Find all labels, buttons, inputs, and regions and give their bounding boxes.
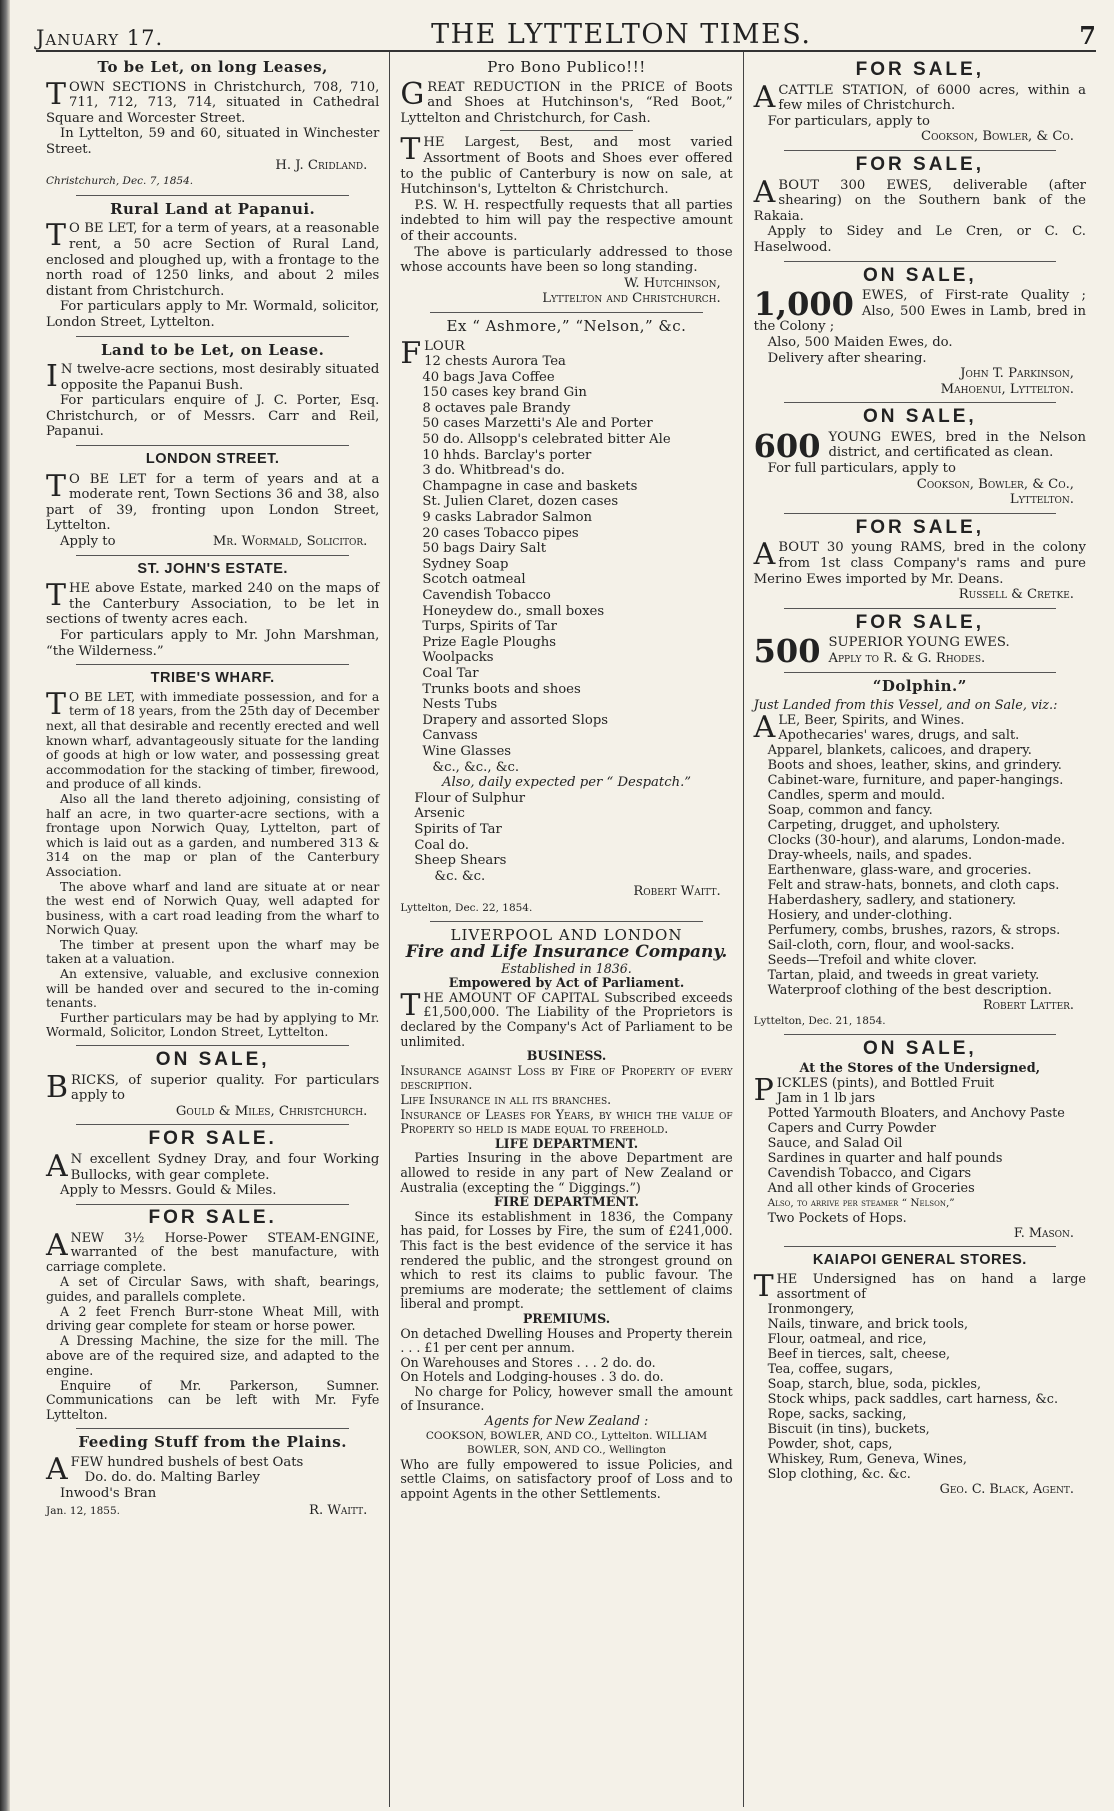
list-item: Jam in 1 lb jars — [776, 1090, 876, 1106]
ad-signer: Robert Latter. — [983, 997, 1074, 1013]
ad-signer: Russell & Cretke. — [958, 587, 1074, 603]
goods-list — [768, 1302, 1086, 1482]
list-item: Scotch oatmeal — [422, 572, 526, 588]
list-item: Whiskey, Rum, Geneva, Wines, — [767, 1451, 967, 1467]
ad-body: The timber at present upon the wharf may be taken at a valuation. — [46, 936, 380, 967]
ad-body: HE Undersigned has on hand a large assortment of — [776, 1271, 1086, 1302]
list-item: Nests Tubs — [422, 697, 498, 713]
ad-title: Ex “ Ashmore,” “Nelson,” &c. — [446, 316, 687, 335]
apply-label: Apply to — [60, 534, 116, 550]
ad-tribes-wharf — [46, 671, 379, 1040]
divider — [784, 1034, 1056, 1035]
list-item: 50 cases Marzetti's Ale and Porter — [422, 416, 653, 432]
list-item: Drapery and assorted Slops — [422, 712, 609, 728]
ad-body: A Dressing Machine, the size for the mill. The above are of the required size, and adapted to the engine. — [46, 1333, 380, 1378]
ad-body: In Lyttelton, 59 and 60, situated in Winchester Street. — [46, 126, 380, 157]
ad-body: CATTLE STATION, of 6000 acres, within a few miles of Christchurch. — [778, 82, 1086, 114]
ad-body: No charge for Policy, however small the amount of Insurance. — [400, 1383, 733, 1414]
ad-title: FOR SALE, — [855, 59, 984, 80]
ad-body: ICKLES (pints), and Bottled Fruit — [776, 1075, 995, 1091]
ad-bricks — [46, 1049, 380, 1119]
ad-body: For particulars enquire of J. C. Porter, Esq. Christchurch, or of Messrs. Carr and Reil, Papanui. — [46, 393, 380, 440]
divider — [76, 1204, 349, 1205]
list-item: Champagne in case and baskets — [422, 478, 638, 494]
ad-dolphin — [753, 676, 1086, 1029]
list-item: Nails, tinware, and brick tools, — [767, 1316, 969, 1332]
list-item: Sardines in quarter and half pounds — [767, 1150, 1003, 1166]
ad-body: An extensive, valuable, and exclusive connexion will be handed over and secured to the in-coming tenants. — [46, 966, 380, 1011]
drop-cap: A — [46, 1149, 68, 1184]
section-head: LIFE DEPARTMENT. — [494, 1135, 639, 1151]
list-item: Flour, oatmeal, and rice, — [767, 1331, 927, 1347]
drop-cap: T — [46, 686, 67, 722]
list-item: Beef in tierces, salt, cheese, — [767, 1346, 951, 1362]
list-item: Cabinet-ware, furniture, and paper-hangings. — [767, 772, 1064, 788]
ad-title: “Dolphin.” — [872, 676, 967, 695]
ad-insurance — [400, 928, 732, 1501]
list-item: 3 do. Whitbread's do. — [422, 463, 565, 479]
list-item: &c. &c. — [434, 868, 486, 884]
ad-body: Parties Insuring in the above Department are allowed to reside in any part of New Zealand or Australia (excepting the “ Diggings.”) — [400, 1150, 733, 1195]
ad-signer: W. Hutchinson, — [624, 275, 721, 291]
list-item: Dray-wheels, nails, and spades. — [767, 847, 973, 863]
ad-body: NEW 3½ Horse-Power STEAM-ENGINE, warranted of the best manufacture, with carriage complete. — [46, 1229, 380, 1275]
ad-rams — [753, 516, 1086, 603]
divider — [784, 1246, 1056, 1247]
ad-body: Apply to Sidey and Le Cren, or C. C. Haselwood. — [753, 224, 1086, 255]
list-item: 40 bags Java Coffee — [422, 369, 555, 385]
drop-cap: F — [400, 335, 422, 371]
drop-cap: T — [400, 132, 421, 168]
divider — [76, 1124, 349, 1125]
ad-london-street — [46, 452, 379, 550]
drop-cap: T — [46, 468, 67, 504]
ad-date: Jan. 12, 1855. — [46, 1505, 121, 1518]
ad-body: O BE LET, for a term of years, at a reasonable rent, a 50 acre Section of Rural Land, enclosed and ploughed up, with a frontage to the north road of 1250 links, and about 2 miles distant from Christchurch. — [46, 221, 380, 299]
premium-item: On Warehouses and Stores . . . 2 do. do. — [400, 1354, 656, 1370]
list-item: Apparel, blankets, calicoes, and drapery. — [767, 742, 1032, 758]
ad-kaiapoi-stores — [754, 1253, 1086, 1497]
ad-body: For particulars apply to Mr. John Marshman, “the Wilderness.” — [46, 628, 380, 659]
ad-signer: Mr. Wormald, Solicitor. — [212, 534, 368, 550]
list-item: Sauce, and Salad Oil — [767, 1135, 903, 1151]
list-item: Coal Tar — [422, 665, 479, 681]
ad-signer: Gould & Miles, Christchurch. — [175, 1103, 368, 1119]
ad-title: Pro Bono Publico!!! — [487, 58, 646, 76]
ad-300-ewes — [753, 153, 1086, 256]
divider — [784, 513, 1056, 514]
list-item: Waterproof clothing of the best description. — [767, 982, 1052, 998]
expected-note: Also, daily expected per “ Despatch.” — [441, 775, 692, 791]
list-item: 50 bags Dairy Salt — [422, 541, 547, 557]
list-item: Cavendish Tobacco — [422, 588, 551, 603]
ad-body: For particulars apply to Mr. Wormald, solicitor, London Street, Lyttelton. — [46, 299, 380, 330]
ad-body: OWN SECTIONS in Christchurch, 708, 710, 711, 712, 713, 714, situated in Cathedral Square and Worcester Street. — [46, 79, 380, 126]
newspaper-title: THE LYTTELTON TIMES. — [431, 19, 812, 50]
list-item: Soap, starch, blue, soda, pickles, — [767, 1376, 982, 1392]
columns — [36, 52, 1096, 1807]
ad-town-sections — [46, 60, 379, 190]
ad-body: The above wharf and land are situate at or near the west end of Norwich Quay, well adapted for business, with a cart road leading from the wharf to Norwich Quay. — [46, 878, 380, 938]
ad-body: REAT REDUCTION in the PRICE of Boots and Shoes at Hutchinson's, “Red Boot,” Lyttelton and Christchurch, for Cash. — [400, 79, 733, 126]
ad-body: Further particulars may be had by applying to Mr. Wormald, Solicitor, London Street, Lyttelton. — [46, 1009, 380, 1040]
drop-cap: T — [46, 218, 67, 254]
empowered: Empowered by Act of Parliament. — [448, 975, 685, 991]
goods-list — [768, 1091, 1086, 1196]
list-item: Haberdashery, sadlery, and stationery. — [767, 892, 1017, 908]
ad-body: FEW hundred bushels of best Oats — [70, 1454, 304, 1470]
list-item: Powder, shot, caps, — [767, 1436, 893, 1452]
list-item: Rope, sacks, sacking, — [767, 1406, 907, 1422]
ad-title: TRIBE'S WHARF. — [150, 670, 275, 687]
ad-subtitle: At the Stores of the Undersigned, — [799, 1060, 1041, 1076]
also-item: Two Pockets of Hops. — [767, 1210, 907, 1226]
divider — [76, 195, 349, 196]
divider — [784, 150, 1056, 151]
drop-cap: T — [400, 987, 421, 1023]
ad-body: A set of Circular Saws, with shaft, bearings, guides, and parallels complete. — [46, 1273, 380, 1304]
drop-cap: A — [753, 79, 776, 115]
list-item: 8 octaves pale Brandy — [422, 400, 571, 416]
company-name: Fire and Life Insurance Company. — [405, 942, 728, 963]
divider — [784, 608, 1056, 609]
ad-cattle-station — [753, 59, 1086, 145]
column-3 — [743, 52, 1096, 1807]
ad-land-lease — [46, 340, 380, 441]
ad-body: For full particulars, apply to — [767, 461, 956, 477]
ad-body: HE above Estate, marked 240 on the maps of the Canterbury Association, to be let in sections of twenty acres each. — [46, 581, 380, 628]
also-note: Also, to arrive per steamer “ Nelson,” — [767, 1196, 955, 1209]
business-item: Insurance against Loss by Fire of Property of every description. — [400, 1062, 733, 1093]
ad-title: ON SALE, — [862, 1037, 977, 1059]
divider — [784, 402, 1056, 403]
divider — [76, 445, 349, 446]
cargo-list — [422, 339, 732, 776]
divider — [76, 1045, 349, 1046]
list-item: Spirits of Tar — [414, 821, 502, 837]
ad-subtitle: Just Landed from this Vessel, and on Sale, viz.: — [753, 697, 1058, 713]
ad-body: O BE LET for a term of years and at a moderate rent, Town Sections 36 and 38, also part of 39, fronting upon London Street, Lyttelton. — [46, 471, 380, 534]
divider — [76, 555, 349, 556]
ad-line: Inwood's Bran — [60, 1485, 157, 1501]
list-item: Tartan, plaid, and tweeds in great variety. — [767, 967, 1040, 983]
list-item: Sydney Soap — [422, 556, 509, 572]
column-2 — [389, 52, 742, 1807]
page-header — [36, 0, 1096, 52]
ad-signer: R. Waitt. — [309, 1503, 368, 1519]
ad-title: KAIAPOI GENERAL STORES. — [812, 1251, 1027, 1268]
ad-title: FOR SALE, — [855, 516, 984, 538]
ad-title: ON SALE, — [862, 264, 977, 286]
ad-date: Lyttelton, Dec. 22, 1854. — [400, 901, 533, 914]
list-item: 50 do. Allsopp's celebrated bitter Ale — [422, 432, 671, 448]
list-item: Boots and shoes, leather, skins, and grindery. — [767, 757, 1062, 773]
drop-cap: P — [753, 1072, 774, 1108]
list-item: Arsenic — [414, 806, 465, 822]
ad-signer: Lyttelton. — [1009, 492, 1074, 508]
ad-title: Land to be Let, on Lease. — [100, 340, 325, 359]
divider — [76, 1428, 349, 1429]
ad-steam-engine — [46, 1206, 380, 1423]
list-item: Biscuit (in tins), buckets, — [767, 1421, 930, 1437]
ad-body: Also all the land thereto adjoining, consisting of half an acre, in two quarter-acre sections, with a frontage upon Norwich Quay, Lyttelton, part of which is laid out as a garden, and numbered 313 & 314 on the map or plan of the Canterbury Association. — [46, 790, 380, 879]
ad-body: O BE LET, with immediate possession, and for a term of 18 years, from the 25th day of December next, all that desirable and recently erected and well known wharf, advantageously situate for the landing of goods at high or low water, and possessing great accommodation for the stacking of timber, firewood, and produce of all kinds. — [46, 688, 380, 792]
ad-pickles — [753, 1037, 1086, 1241]
issue-date: January 17. — [36, 26, 164, 50]
established: Established in 1836. — [501, 960, 632, 976]
big-number: 500 — [753, 632, 821, 671]
list-item: Slop clothing, &c. &c. — [767, 1466, 911, 1482]
ad-feeding-stuff — [46, 1432, 379, 1520]
ad-body: Apply to R. & G. Rhodes. — [828, 651, 986, 666]
list-item: 150 cases key brand Gin — [422, 385, 587, 401]
ad-title: FOR SALE. — [148, 1128, 277, 1150]
list-item: Soap, common and fancy. — [767, 802, 933, 818]
list-item: Sheep Shears — [414, 853, 507, 869]
divider — [500, 130, 632, 131]
list-item: 12 chests Aurora Tea — [424, 354, 566, 370]
page-number: 7 — [1079, 21, 1096, 50]
drop-cap: T — [753, 1268, 774, 1304]
premium-item: On detached Dwelling Houses and Property therein . . . £1 per cent per annum. — [400, 1325, 733, 1356]
ad-title: FOR SALE, — [855, 611, 984, 633]
ad-title: Feeding Stuff from the Plains. — [78, 1432, 347, 1451]
list-item: Felt and straw-hats, bonnets, and cloth caps. — [767, 877, 1060, 893]
list-item: Candles, sperm and mould. — [767, 787, 946, 803]
list-item: Apothecaries' wares, drugs, and salt. — [778, 727, 1020, 743]
ad-signer: Mahoenui, Lyttelton. — [940, 381, 1074, 397]
insurer-name: LIVERPOOL AND LONDON — [450, 926, 683, 945]
ad-signer: Geo. C. Black, Agent. — [939, 1481, 1074, 1497]
ad-title: To be Let, on long Leases, — [97, 58, 328, 76]
ad-body: BOUT 30 young RAMS, bred in the colony from 1st class Company's rams and pure Merino Ewes imported by Mr. Deans. — [753, 540, 1086, 587]
list-item: Clocks (30-hour), and alarums, London-made. — [767, 832, 1066, 848]
ad-title: Rural Land at Papanui. — [110, 199, 316, 218]
list-item: Prize Eagle Ploughs — [422, 634, 557, 650]
list-item: Canvass — [422, 728, 478, 744]
ad-body: P.S. W. H. respectfully requests that all parties indebted to him will pay the respective amount of their accounts. — [400, 197, 733, 244]
ad-body: Also, 500 Maiden Ewes, do. — [767, 334, 953, 350]
drop-cap: T — [46, 578, 67, 614]
list-item: Sail-cloth, corn, flour, and wool-sacks. — [767, 937, 1015, 953]
ad-title: FOR SALE, — [855, 153, 984, 175]
ad-signer: Robert Waitt. — [633, 884, 721, 900]
goods-list — [768, 728, 1086, 998]
agents: COOKSON, BOWLER, AND CO., Lyttelton. WILLIAM BOWLER, SON, AND CO., Wellington — [425, 1429, 708, 1457]
ad-body: N twelve-acre sections, most desirably situated opposite the Papanui Bush. — [60, 362, 380, 393]
drop-cap: A — [753, 709, 776, 745]
divider — [784, 261, 1056, 262]
ad-1000-ewes — [753, 264, 1086, 398]
ad-body: YOUNG EWES, bred in the Nelson district, and certificated as clean. — [828, 429, 1086, 461]
drop-cap: T — [46, 76, 67, 112]
business-item: Insurance of Leases for Years, by which the value of Property so held is made equal to freehold. — [400, 1106, 733, 1137]
ad-500-ewes — [753, 611, 1086, 671]
ad-st-johns-estate — [46, 562, 379, 660]
ad-signer: H. J. Cridland. — [275, 157, 368, 173]
ad-ashmore-cargo — [400, 316, 732, 917]
ad-body: HE AMOUNT OF CAPITAL Subscribed exceeds £1,500,000. The Liability of the Proprietors is declared by the Company's Act of Parliament to be unlimited. — [400, 989, 733, 1049]
premium-item: On Hotels and Lodging-houses . 3 do. do. — [400, 1369, 664, 1385]
ad-boots-shoes — [400, 60, 732, 307]
ad-body: Who are fully empowered to issue Policies, and settle Claims, on satisfactory proof of Loss and to appoint Agents in the other Settlements. — [400, 1456, 733, 1502]
ad-title: ON SALE, — [155, 1049, 270, 1071]
section-head: BUSINESS. — [526, 1048, 607, 1064]
list-item: Stock whips, pack saddles, cart harness, &c. — [767, 1391, 1059, 1407]
ad-body: LE, Beer, Spirits, and Wines. — [778, 712, 965, 728]
ad-body: SUPERIOR YOUNG EWES. — [828, 635, 1010, 651]
list-item: Wine Glasses — [422, 743, 512, 759]
list-item: LOUR — [424, 338, 465, 354]
list-item: Carpeting, drugget, and upholstery. — [767, 817, 1001, 833]
drop-cap: G — [400, 76, 425, 112]
business-item: Life Insurance in all its branches. — [400, 1092, 612, 1107]
list-item: Honeydew do., small boxes — [422, 603, 605, 619]
ad-title: LONDON STREET. — [145, 451, 280, 468]
binding-edge — [0, 0, 10, 1811]
list-item: Flour of Sulphur — [414, 790, 526, 806]
ad-body: Apply to Messrs. Gould & Miles. — [60, 1183, 277, 1199]
ad-body: BOUT 300 EWES, deliverable (after shearing) on the Southern bank of the Rakaia. — [753, 177, 1086, 224]
divider — [430, 921, 702, 922]
ad-date: Christchurch, Dec. 7, 1854. — [46, 175, 194, 188]
ad-body: N excellent Sydney Dray, and four Working Bullocks, with gear complete. — [70, 1152, 380, 1183]
ad-date: Lyttelton, Dec. 21, 1854. — [753, 1014, 886, 1027]
expected-list — [414, 791, 732, 885]
section-head: PREMIUMS. — [522, 1310, 611, 1326]
list-item: Tea, coffee, sugars, — [767, 1361, 894, 1377]
section-head: FIRE DEPARTMENT. — [494, 1194, 639, 1210]
list-item: Trunks boots and shoes — [422, 681, 581, 697]
agents-head: Agents for New Zealand : — [484, 1413, 649, 1429]
list-item: Turps, Spirits of Tar — [422, 619, 557, 635]
list-item: Cavendish Tobacco, and Cigars — [767, 1165, 972, 1181]
list-item: Woolpacks — [422, 650, 494, 666]
list-item: 10 hhds. Barclay's porter — [422, 447, 592, 463]
list-item: 9 casks Labrador Salmon — [422, 510, 593, 526]
ad-sydney-dray — [46, 1128, 380, 1199]
list-item: Seeds—Trefoil and white clover. — [767, 952, 977, 968]
list-item: Potted Yarmouth Bloaters, and Anchovy Paste — [767, 1105, 1065, 1121]
ad-signer: Cookson, Bowler, & Co. — [920, 129, 1074, 145]
drop-cap: A — [753, 174, 776, 210]
ad-signer: Lyttelton and Christchurch. — [542, 291, 721, 307]
ad-title: FOR SALE. — [148, 1206, 277, 1228]
ad-body: For particulars, apply to — [767, 113, 930, 129]
list-item: 20 cases Tobacco pipes — [422, 525, 579, 541]
ad-body: The above is particularly addressed to those whose accounts have been so long standing. — [400, 244, 733, 276]
divider — [430, 312, 702, 313]
drop-cap: A — [46, 1227, 68, 1263]
list-item: Perfumery, combs, brushes, razors, & strops. — [767, 922, 1061, 938]
ad-title: ON SALE, — [862, 406, 977, 428]
ad-line: Do. do. do. Malting Barley — [84, 1470, 260, 1486]
ad-body: A 2 feet French Burr-stone Wheat Mill, with driving gear complete for steam or horse power. — [46, 1303, 380, 1334]
ad-body: Enquire of Mr. Parkerson, Sumner. Communications can be left with Mr. Fyfe Lyttelton. — [46, 1377, 380, 1423]
list-item: &c., &c., &c. — [432, 759, 520, 775]
big-number: 600 — [753, 426, 821, 465]
drop-cap: B — [46, 1069, 69, 1105]
ad-signer: F. Mason. — [1013, 1225, 1074, 1241]
list-item: Earthenware, glass-ware, and groceries. — [767, 862, 1032, 878]
drop-cap: A — [753, 537, 776, 573]
list-item: And all other kinds of Groceries — [767, 1180, 975, 1196]
list-item: Ironmongery, — [767, 1301, 855, 1317]
divider — [76, 664, 349, 665]
ad-rural-land — [46, 199, 380, 331]
list-item: Capers and Curry Powder — [767, 1120, 936, 1136]
ad-title: ST. JOHN'S ESTATE. — [137, 560, 288, 577]
column-1 — [36, 52, 389, 1807]
list-item: St. Julien Claret, dozen cases — [422, 494, 619, 510]
big-number: 1,000 — [753, 285, 854, 324]
drop-cap: A — [46, 1451, 68, 1487]
ad-signer: Cookson, Bowler, & Co., — [916, 476, 1074, 492]
ad-body: EWES, of First-rate Quality ; Also, 500 Ewes in Lamb, bred in the Colony ; — [753, 288, 1086, 335]
ad-signer: John T. Parkinson, — [960, 366, 1074, 382]
list-item: Hosiery, and under-clothing. — [767, 907, 953, 923]
divider — [784, 672, 1056, 673]
drop-cap: I — [46, 359, 58, 395]
ad-body: HE Largest, Best, and most varied Assortment of Boots and Shoes ever offered to the public of Canterbury is now on sale, at Hutchinson's, Lyttelton & Christchurch. — [400, 135, 733, 198]
divider — [76, 336, 349, 337]
list-item: Coal do. — [414, 837, 469, 853]
ad-body: RICKS, of superior quality. For particulars apply to — [71, 1072, 380, 1104]
ad-body: Delivery after shearing. — [767, 350, 927, 366]
ad-600-ewes — [753, 406, 1086, 508]
ad-body: Since its establishment in 1836, the Company has paid, for Losses by Fire, the sum of £241,000. This fact is the best evidence of the service it has rendered the public, and the strongest ground on which to rest its claims to public favour. The premiums are moderate; the settlement of claims liberal and prompt. — [400, 1208, 733, 1312]
